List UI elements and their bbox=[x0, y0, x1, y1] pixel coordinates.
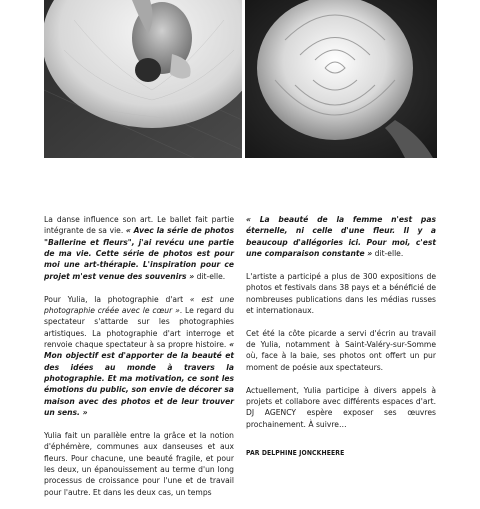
quote: « Avec la série de photos "Ballerine et fleurs", j'ai revécu une partie de ma vie. Cette série de photos est pour moi une art-thérapie. L'inspiration pour ce projet m'est venue des souvenirs » bbox=[44, 226, 235, 281]
paragraph: L'artiste a participé a plus de 300 expositions de photos et festivals dans 38 pays et a bénéficié de nombreuses publications dans les médias russes et internationaux. bbox=[246, 271, 436, 315]
paragraph: La danse influence son art. Le ballet fait partie intégrante de sa vie. « Avec la série de photos "Ballerine et fleurs", j'ai revécu une partie de ma vie. Cette série de photos est pour moi une art-thérapie. L'inspiration pour ce projet m'est venue des souvenirs » dit-elle. bbox=[44, 215, 235, 281]
article-column-right bbox=[246, 214, 436, 459]
rose-photo bbox=[245, 0, 437, 158]
quote: « La beauté de la femme n'est pas éternelle, ni celle d'une fleur. Il y a beaucoup d'allégories ici. Pour moi, c'est une comparaison constante » bbox=[246, 215, 436, 259]
paragraph: Yulia fait un parallèle entre la grâce et la notion d'éphémère, communes aux danseuses et aux fleurs. Pour chacune, une beauté fragile, et pour les deux, un épanouissement au terme d'un long processus de croissance pour l'une et de travail pour l'autre. Et dans les deux cas, un temps bbox=[44, 430, 234, 497]
quote: « est une photographie créée avec le cœur » bbox=[44, 294, 234, 315]
paragraph: Actuellement, Yulia participe à divers appels à projets et collabore avec différents espaces d'art. DJ AGENCY espère exposer ses œuvres prochainement. À suivre… bbox=[246, 385, 436, 429]
article-column-left bbox=[44, 214, 234, 509]
paragraph: Pour Yulia, la photographie d'art « est une photographie créée avec le cœur ». Le regard du spectateur s'attarde sur les photographies artistiques. La photographie d'art interroge et renvoie chaque spectateur à sa propre histoire. « Mon objectif est d'apporter de la beauté et des idées au monde à travers la photographie. Et ma motivation, ce sont les émotions du public, son envie de décorer sa maison avec des photos et de leur trouver un sens. » bbox=[44, 294, 234, 417]
ballerina-photo bbox=[44, 0, 242, 158]
paragraph: Cet été la côte picarde a servi d'écrin au travail de Yulia, notamment à Saint-Valéry-sur-Somme où, face à la baie, ses photos ont offert un pur moment de poésie aux spectateurs. bbox=[246, 328, 436, 372]
paragraph: « La beauté de la femme n'est pas éternelle, ni celle d'une fleur. Il y a beaucoup d'allégories ici. Pour moi, c'est une comparaison constante » dit-elle. bbox=[246, 215, 436, 259]
quote: « Mon objectif est d'apporter de la beauté et des idées au monde à travers la photographie. Et ma motivation, ce sont les émotions du public, son envie de décorer sa maison avec des photos et de leur trouver un sens. » bbox=[44, 339, 234, 417]
author-byline: PAR DELPHINE JONCKHEERE bbox=[246, 449, 345, 457]
